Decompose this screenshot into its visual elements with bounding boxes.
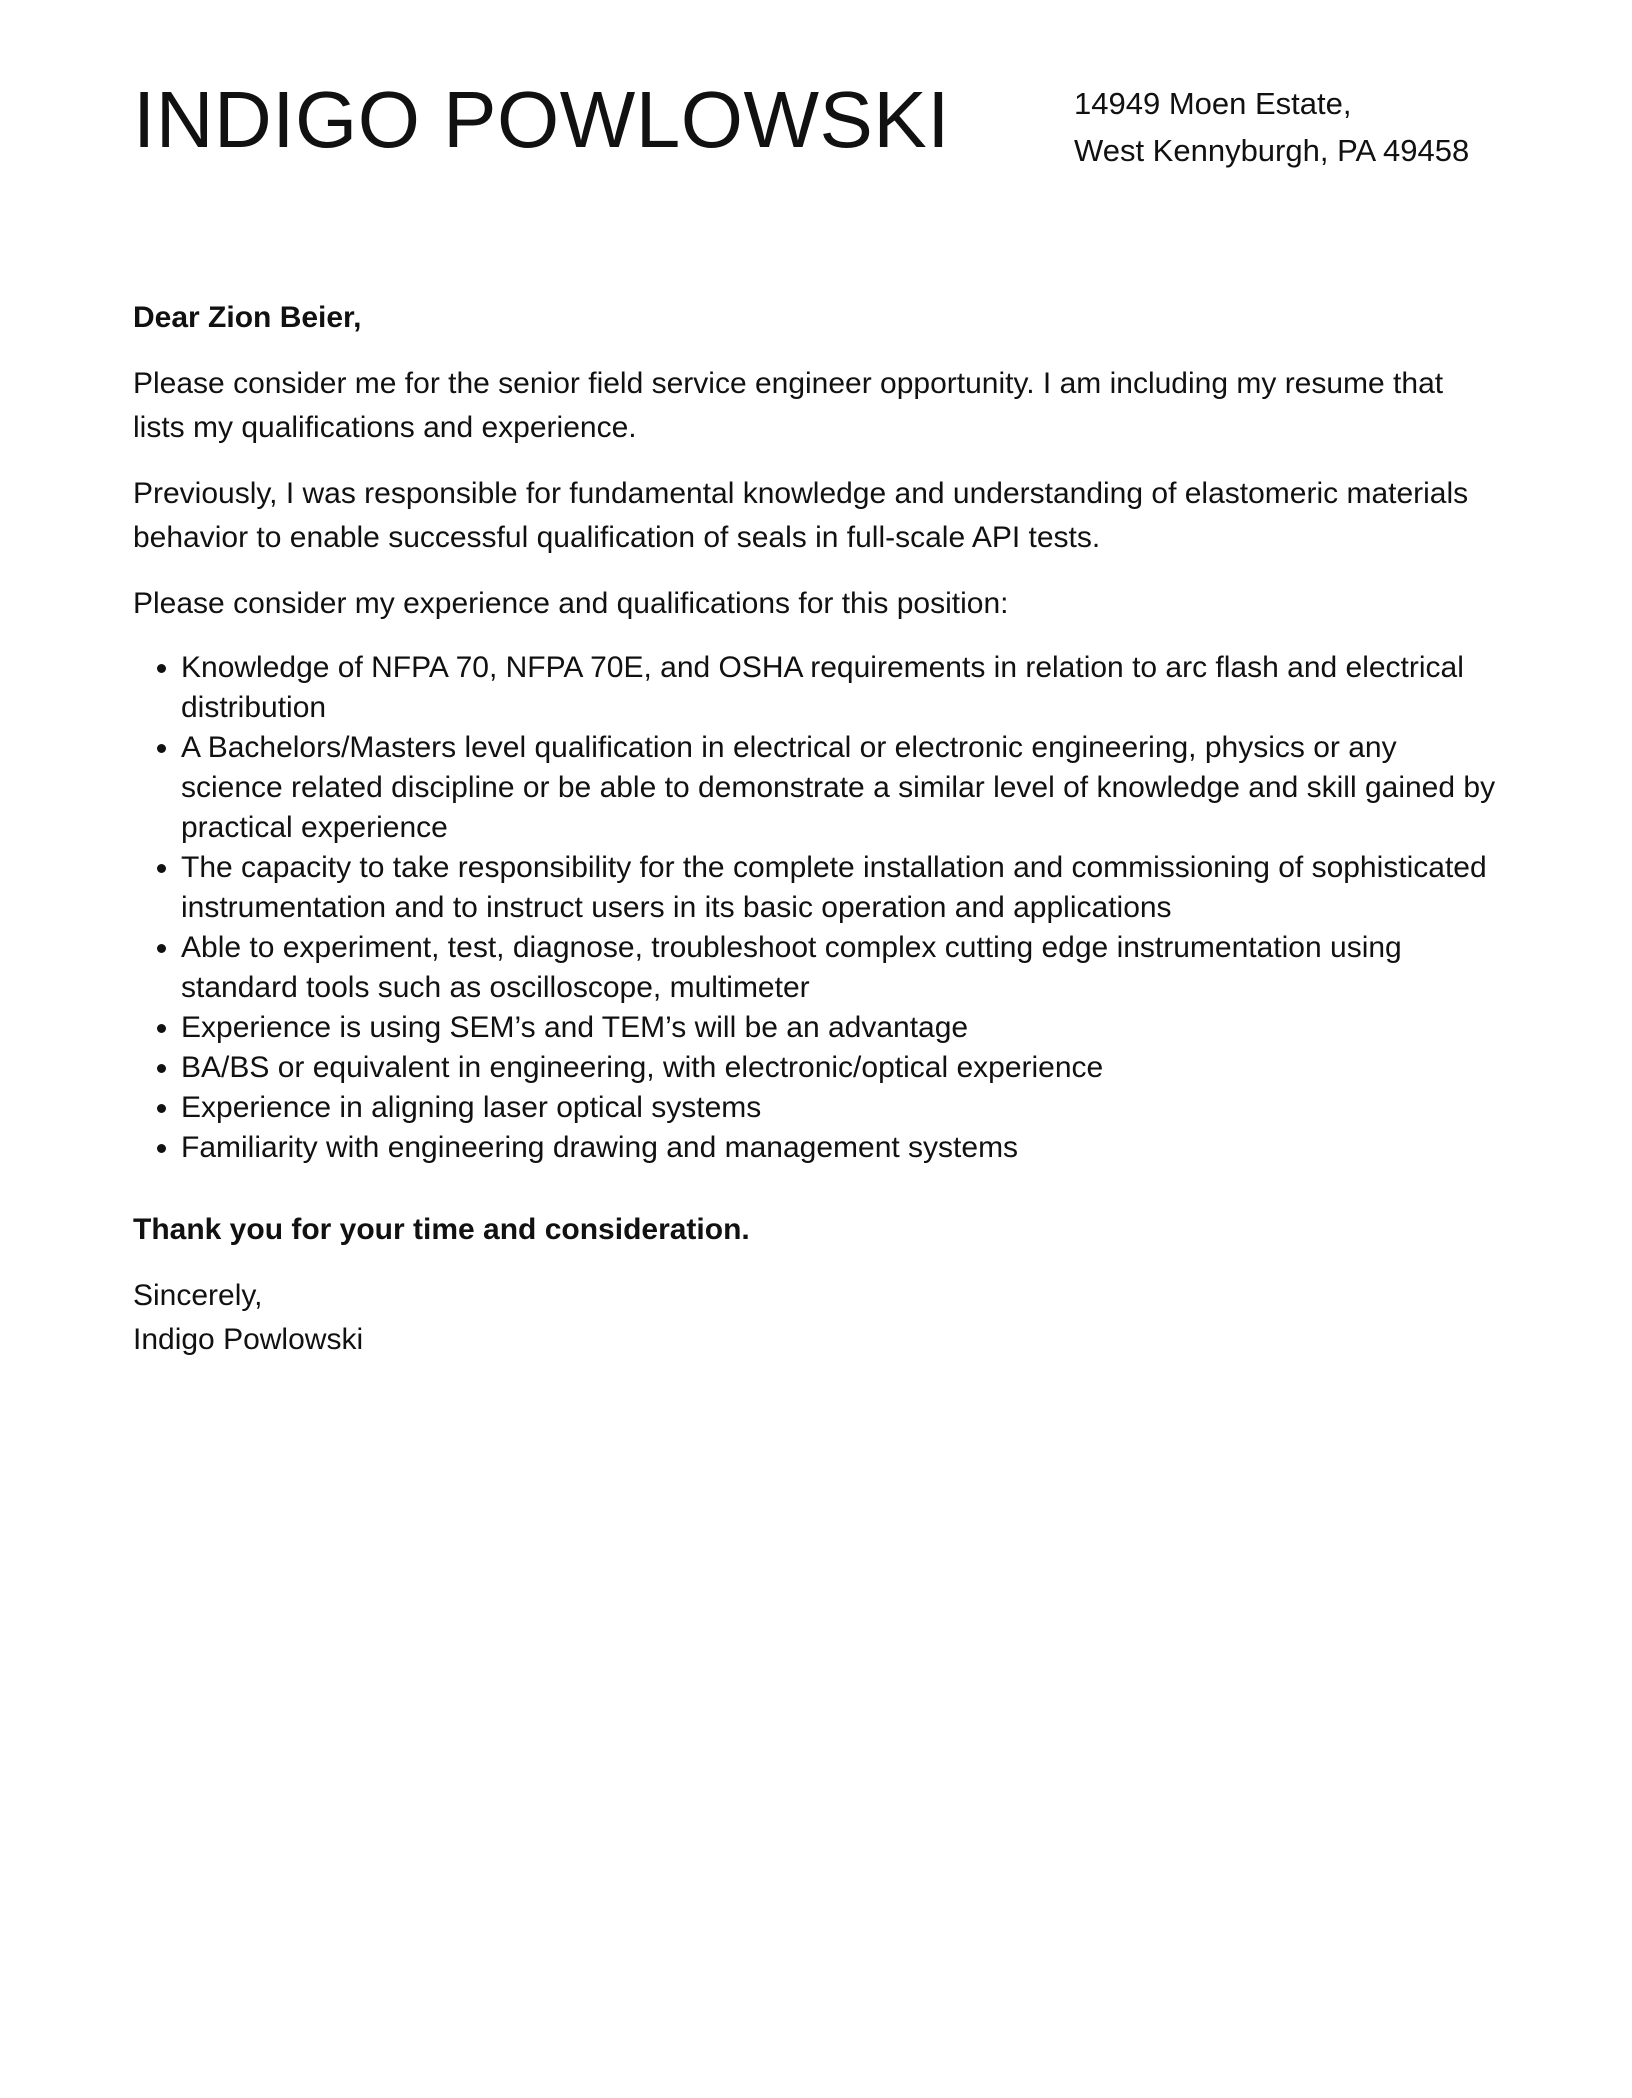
list-item: • Experience is using SEM’s and TEM’s will be an advantage bbox=[181, 1008, 1503, 1048]
experience-paragraph: Previously, I was responsible for fundamental knowledge and understanding of elastomeric materials behavior to enable successful qualification of seals in full-scale API tests. bbox=[133, 477, 1469, 554]
list-item: • Knowledge of NFPA 70, NFPA 70E, and OSHA requirements in relation to arc flash and electrical distribution bbox=[181, 648, 1503, 728]
closing-line: Thank you for your time and consideration. bbox=[133, 1213, 750, 1246]
applicant-name: INDIGO POWLOWSKI bbox=[133, 75, 950, 164]
address-line-2: West Kennyburgh, PA 49458 bbox=[1074, 133, 1470, 168]
intro-paragraph: Please consider me for the senior field service engineer opportunity. I am including my resume that lists my qualifications and experience. bbox=[133, 367, 1444, 444]
list-item: • Experience in aligning laser optical systems bbox=[181, 1088, 1503, 1128]
applicant-address bbox=[1074, 80, 1469, 174]
salutation: Dear Zion Beier, bbox=[133, 301, 362, 334]
address-line-1: 14949 Moen Estate, bbox=[1074, 86, 1352, 121]
list-item: • Familiarity with engineering drawing and management systems bbox=[181, 1128, 1503, 1168]
signature-name: Indigo Powlowski bbox=[133, 1323, 364, 1356]
list-item: • The capacity to take responsibility for the complete installation and commissioning of sophisticated instrumentation and to instruct users in its basic operation and applications bbox=[181, 848, 1503, 928]
qualifications-list bbox=[133, 648, 1503, 1168]
sign-off: Sincerely, bbox=[133, 1279, 263, 1312]
list-item: • A Bachelors/Masters level qualification in electrical or electronic engineering, physics or any science related discipline or be able to demonstrate a similar level of knowledge and skill gained by practical experience bbox=[181, 728, 1503, 848]
qualifications-intro: Please consider my experience and qualifications for this position: bbox=[133, 587, 1009, 620]
list-item: • Able to experiment, test, diagnose, troubleshoot complex cutting edge instrumentation using standard tools such as oscilloscope, multimeter bbox=[181, 928, 1503, 1008]
letter-body bbox=[133, 296, 1503, 1362]
list-item: • BA/BS or equivalent in engineering, with electronic/optical experience bbox=[181, 1048, 1503, 1088]
